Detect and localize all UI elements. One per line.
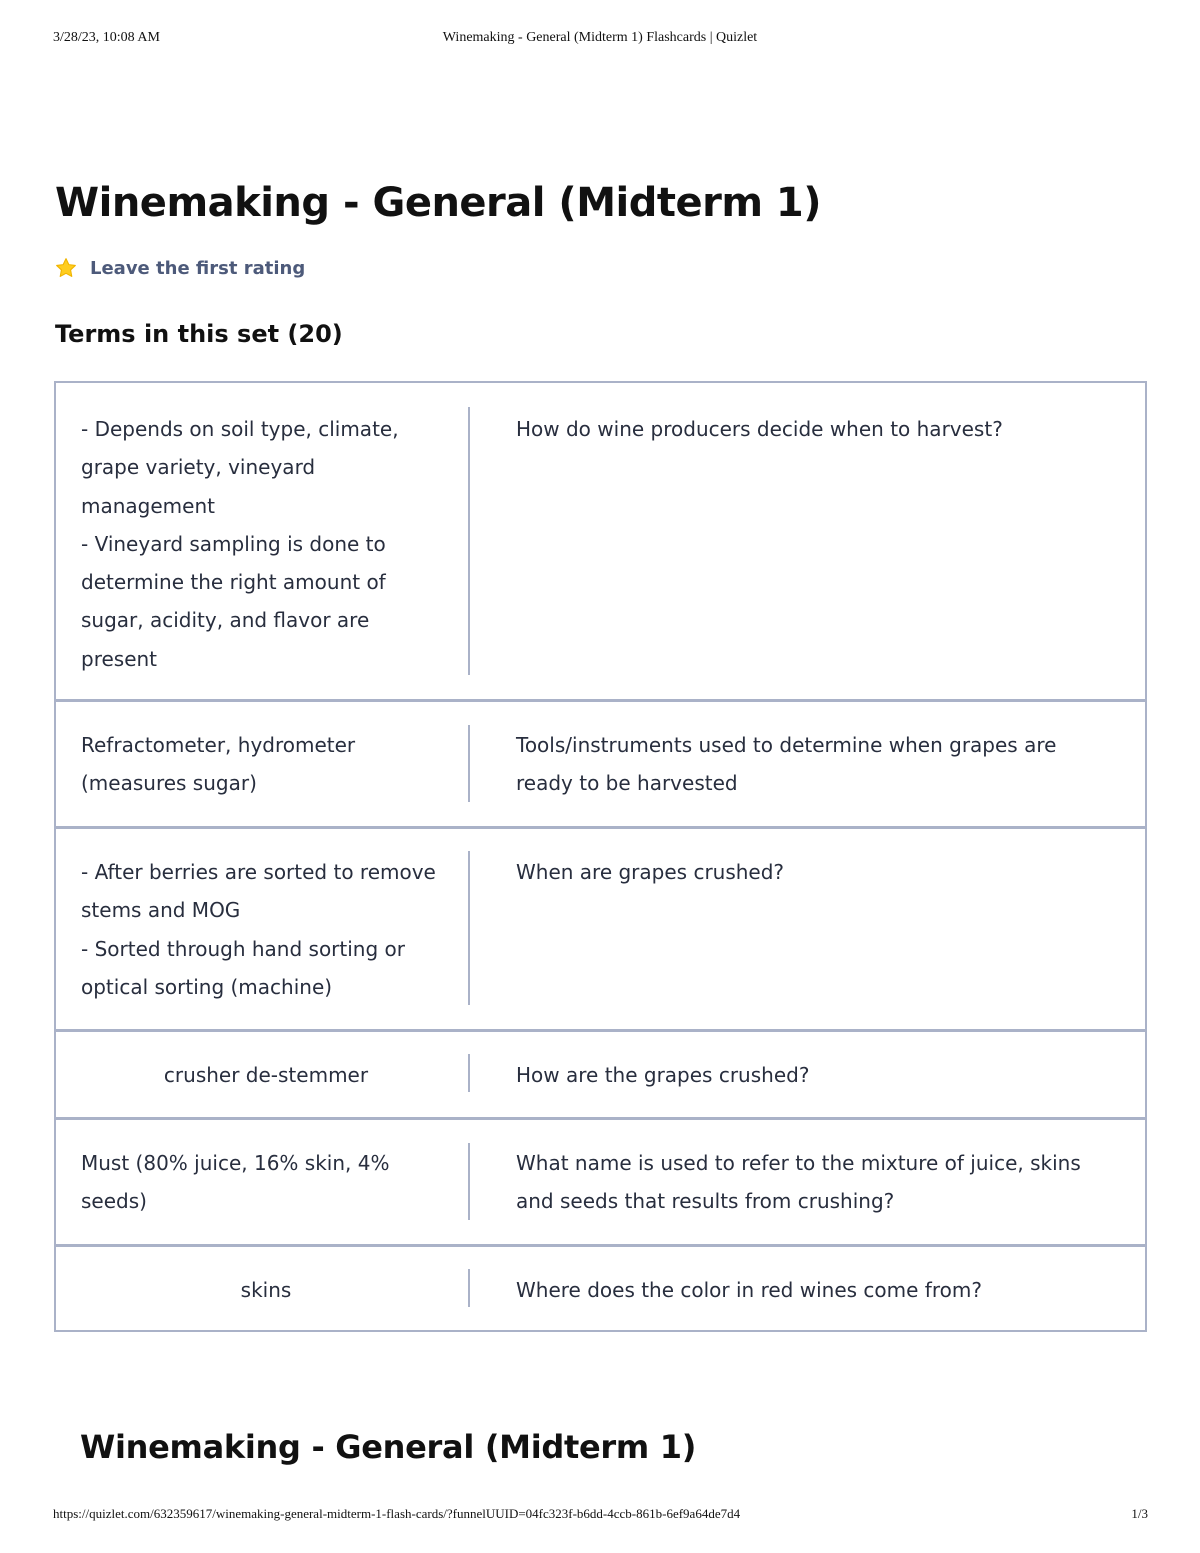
star-icon <box>55 257 77 279</box>
definition-text: When are grapes crushed? <box>516 860 785 884</box>
term-card <box>54 699 1147 826</box>
set-title: Winemaking - General (Midterm 1) <box>55 180 822 226</box>
definition-text: What name is used to refer to the mixture of juice, skins and seeds that results from crushing? <box>516 1151 1081 1214</box>
definition-text: How do wine producers decide when to harvest? <box>516 417 1003 441</box>
print-header <box>0 30 1200 50</box>
card-divider <box>468 1143 470 1220</box>
set-title-secondary: Winemaking - General (Midterm 1) <box>80 1428 697 1466</box>
card-divider <box>468 1054 470 1092</box>
term-text: - Depends on soil type, climate, grape variety, vineyard management - Vineyard sampling is done to determine the right amount of sugar, acidity, and flavor are present <box>81 417 399 671</box>
term-text: crusher de-stemmer <box>163 1063 369 1087</box>
definition-text: Tools/instruments used to determine when grapes are ready to be harvested <box>516 733 1057 796</box>
card-divider <box>468 851 470 1005</box>
print-page-number: 1/3 <box>1131 1506 1148 1521</box>
term-card <box>54 381 1147 699</box>
term-card <box>54 826 1147 1029</box>
card-divider <box>468 407 470 675</box>
card-divider <box>468 1269 470 1307</box>
definition-text: How are the grapes crushed? <box>516 1063 810 1087</box>
term-text: Must (80% juice, 16% skin, 4% seeds) <box>81 1151 390 1214</box>
print-datetime: 3/28/23, 10:08 AM <box>53 30 160 45</box>
terms-list <box>54 381 1147 1332</box>
term-card <box>54 1244 1147 1332</box>
term-card <box>54 1029 1147 1117</box>
print-page-title: Winemaking - General (Midterm 1) Flashcards | Quizlet <box>442 30 758 45</box>
definition-text: Where does the color in red wines come from? <box>516 1278 982 1302</box>
card-divider <box>468 725 470 802</box>
rating-link[interactable] <box>55 254 305 282</box>
rating-label[interactable]: Leave the first rating <box>90 257 306 279</box>
terms-heading: Terms in this set (20) <box>55 320 343 348</box>
print-footer <box>0 1506 1200 1526</box>
print-url: https://quizlet.com/632359617/winemaking-general-midterm-1-flash-cards/?funnelUUID=04fc323f-b6dd-4ccb-861b-6ef9a64de7d4 <box>53 1506 741 1521</box>
term-text: skins <box>240 1278 292 1302</box>
term-text: Refractometer, hydrometer (measures sugar) <box>81 733 356 796</box>
term-card <box>54 1117 1147 1244</box>
term-text: - After berries are sorted to remove stems and MOG - Sorted through hand sorting or optical sorting (machine) <box>81 860 436 999</box>
